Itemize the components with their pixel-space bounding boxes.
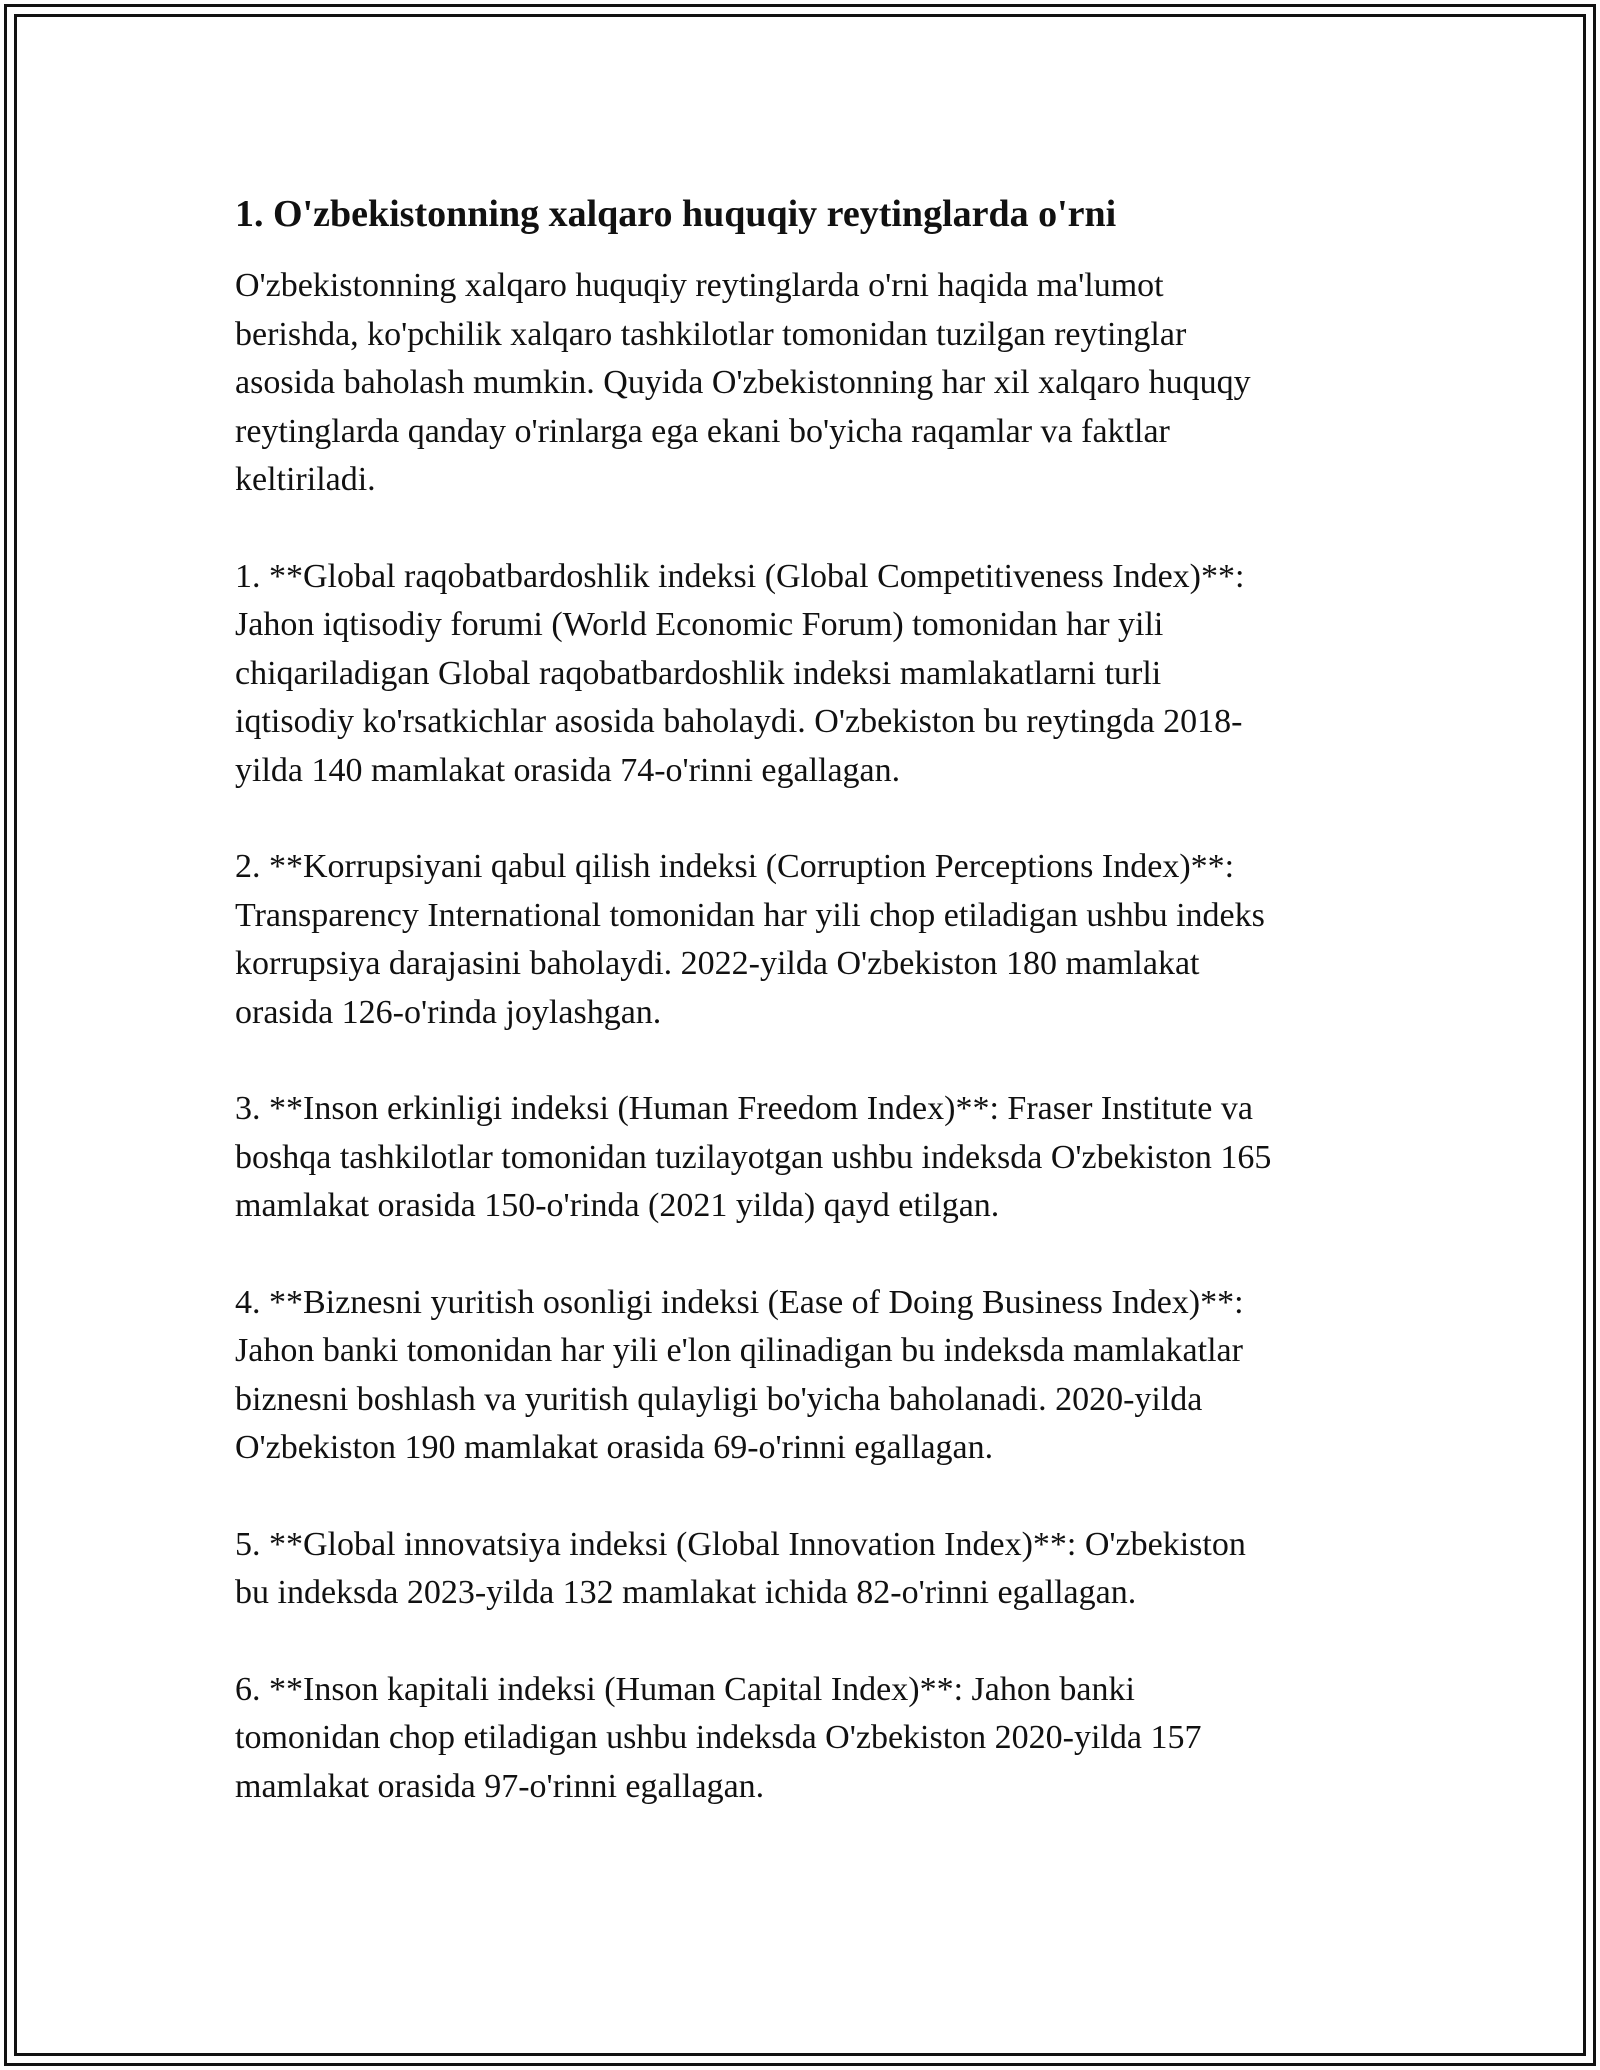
list-item-1: 1. **Global raqobatbardoshlik indeksi (Global Competitiveness Index)**: Jahon iqtisodiy forumi (World Economic Forum) tomonidan har yili chiqariladigan Global raqobatbardoshlik indeksi mamlakatlarni turli iqtisodiy ko'rsatkichlar asosida baholaydi. O'zbekiston bu reytingda 2018- yilda 140 mamlakat orasida 74-o'rinni egallagan.: [235, 557, 1245, 789]
document-title: 1. O'zbekistonning xalqaro huquqiy reytinglarda o'rni: [235, 193, 1117, 235]
list-item-5: 5. **Global innovatsiya indeksi (Global Innovation Index)**: O'zbekiston bu indeksda 2023-yilda 132 mamlakat ichida 82-o'rinni egallagan.: [235, 1525, 1246, 1611]
list-item-6: 6. **Inson kapitali indeksi (Human Capital Index)**: Jahon banki tomonidan chop etiladigan ushbu indeksda O'zbekiston 2020-yilda 157 mamlakat orasida 97-o'rinni egallagan.: [235, 1670, 1202, 1805]
list-item-3: 3. **Inson erkinligi indeksi (Human Freedom Index)**: Fraser Institute va boshqa tashkilotlar tomonidan tuzilayotgan ushbu indeksda O'zbekiston 165 mamlakat orasida 150-o'rinda (2021 yilda) qayd etilgan.: [235, 1090, 1272, 1224]
document-body: [235, 186, 1365, 1859]
list-item-4: 4. **Biznesni yuritish osonligi indeksi (Ease of Doing Business Index)**: Jahon banki tomonidan har yili e'lon qilinadigan bu indeksda mamlakatlar biznesni boshlash va yuritish qulayligi bo'yicha baholanadi. 2020-yilda O'zbekiston 190 mamlakat orasida 69-o'rinni egallagan.: [235, 1283, 1244, 1466]
list-item-2: 2. **Korrupsiyani qabul qilish indeksi (Corruption Perceptions Index)**: Transparency International tomonidan har yili chop etiladigan ushbu indeks korrupsiya darajasini baholaydi. 2022-yilda O'zbekiston 180 mamlakat orasida 126-o'rinda joylashgan.: [235, 848, 1265, 1031]
intro-paragraph: O'zbekistonning xalqaro huquqiy reytinglarda o'rni haqida ma'lumot berishda, ko'pchilik xalqaro tashkilotlar tomonidan tuzilgan reytinglar asosida baholash mumkin. Quyida O'zbekistonning har xil xalqaro huquqy reytinglarda qanday o'rinlarga ega ekani bo'yicha raqamlar va faktlar keltiriladi.: [235, 267, 1251, 498]
